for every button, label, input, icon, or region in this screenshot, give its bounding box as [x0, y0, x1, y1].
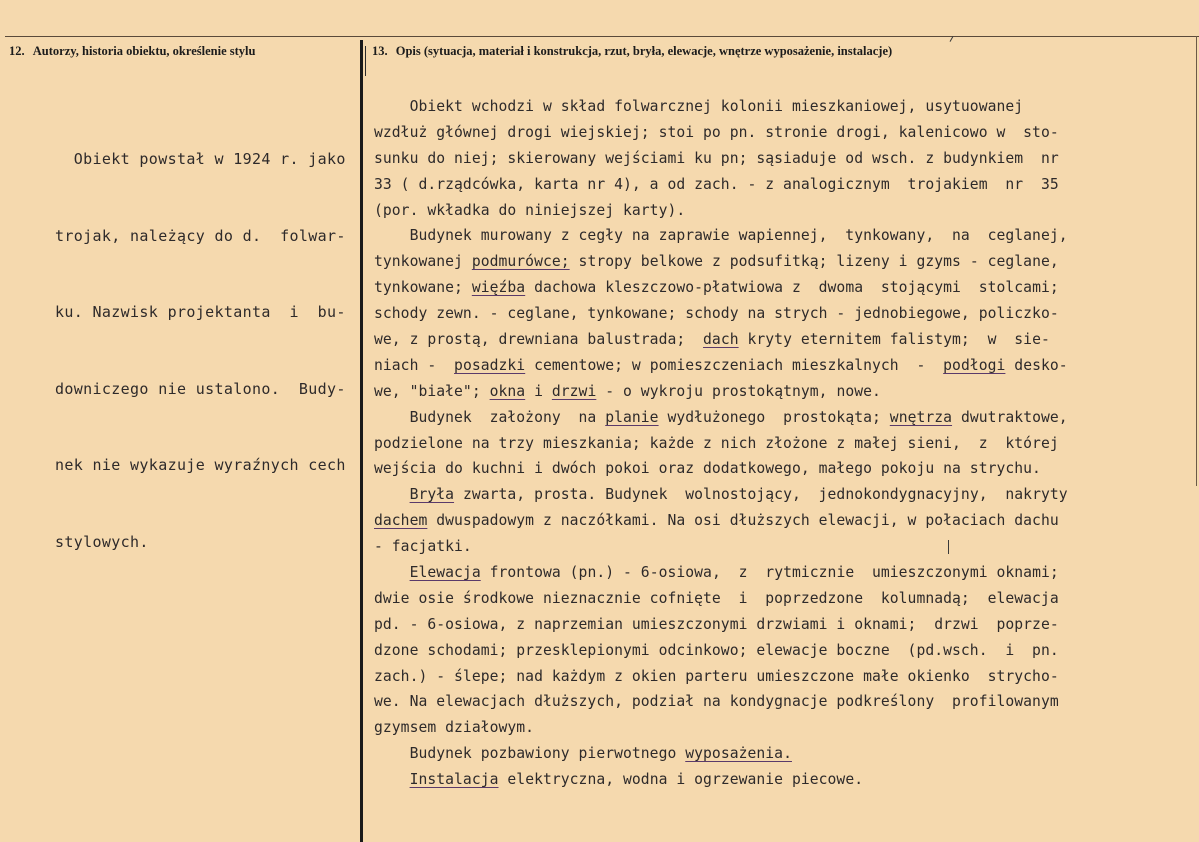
- section-12-line: ku. Nazwisk projektanta i bu-: [55, 303, 346, 321]
- underlined-term: dachem: [374, 512, 428, 530]
- section-13-line: [374, 275, 1068, 301]
- text-run: (por. wkładka do niniejszej karty).: [374, 201, 686, 219]
- text-run: Obiekt wchodzi w skład folwarcznej kolonii mieszkaniowej, usytuowanej: [374, 98, 1024, 115]
- text-run: dwuspadowym z naczółkami. Na osi dłuższych elewacji, w połaciach dachu: [427, 512, 1059, 530]
- text-run: gzymsem działowym.: [374, 719, 535, 737]
- text-run: podzielone na trzy mieszkania; każde z nich złożone z małej sieni, z której: [374, 434, 1059, 452]
- text-run: niach -: [374, 356, 455, 374]
- section-13-line: [374, 715, 1068, 741]
- text-run: 33 ( d.rządcówka, karta nr 4), a od zach. - z analogicznym trojakiem nr 35: [374, 175, 1059, 193]
- section-12-line: nek nie wykazuje wyraźnych cech: [55, 456, 346, 474]
- section-13-line: [374, 741, 1068, 767]
- underlined-term: wnętrza: [889, 408, 953, 426]
- pencil-tick: [950, 36, 954, 42]
- section-12-line: trojak, należący do d. folwar-: [55, 226, 346, 245]
- section-12-number: 12.: [9, 44, 25, 58]
- section-13-line: [374, 664, 1068, 690]
- section-13-line: [374, 198, 1068, 224]
- text-run: tynkowane;: [374, 279, 472, 297]
- section-13-line: [374, 560, 1068, 586]
- underlined-term: posadzki: [454, 356, 526, 374]
- section-13-line: [374, 146, 1068, 172]
- underlined-term: okna: [489, 382, 526, 400]
- section-13-line: [374, 612, 1068, 638]
- underlined-term: planie: [605, 408, 659, 426]
- top-rule: [5, 36, 1199, 37]
- text-run: dachowa kleszczowo-płatwiowa z dwoma stojącymi stolcami;: [525, 279, 1059, 297]
- underlined-term: Bryła: [409, 486, 455, 504]
- section-13-header: [372, 44, 892, 59]
- section-13-line: [374, 534, 1068, 560]
- section-12-line: Obiekt powstał w 1924 r. jako: [55, 150, 346, 168]
- text-run: stropy belkowe z podsufitką; lizeny i gzyms - ceglane,: [569, 253, 1059, 271]
- section-13-line: [374, 638, 1068, 664]
- text-run: zach.) - ślepe; nad każdym z okien parteru umieszczone małe okienko strycho-: [374, 667, 1059, 685]
- column-divider-tick: [365, 46, 366, 76]
- section-13-line: [374, 456, 1068, 482]
- text-run: frontowa (pn.) - 6-osiowa, z rytmicznie umieszczonymi oknami;: [480, 564, 1059, 582]
- text-run: Budynek pozbawiony pierwotnego: [374, 745, 686, 763]
- text-run: dwie osie środkowe nieznacznie cofnięte i poprzedzone kolumnadą; elewacja: [374, 589, 1059, 607]
- section-13-line: [374, 379, 1068, 405]
- section-12-line: stylowych.: [55, 532, 149, 551]
- text-run: wydłużonego prostokąta;: [658, 408, 890, 426]
- section-13-body: [374, 94, 1068, 793]
- section-13-line: [374, 120, 1068, 146]
- text-run: [374, 771, 410, 788]
- text-run: Budynek założony na: [374, 408, 606, 426]
- text-run: dzone schodami; przesklepionymi odcinkowo; elewacje boczne (pd.wsch. i pn.: [374, 641, 1059, 659]
- text-run: desko-: [1005, 356, 1068, 374]
- text-run: cementowe; w pomieszczeniach mieszkalnych -: [525, 356, 944, 374]
- section-13-title: Opis (sytuacja, materiał i konstrukcja, rzut, bryła, elewacje, wnętrze wyposażenie, instalacje): [395, 44, 893, 58]
- underlined-term: dach: [703, 331, 739, 349]
- section-13-number: 13.: [372, 44, 388, 58]
- text-run: we. Na elewacjach dłuższych, podział na kondygnacje podkreślony profilowanym: [374, 693, 1059, 711]
- text-run: pd. - 6-osiowa, z naprzemian umieszczonymi drzwiami i oknami; drzwi poprze-: [374, 615, 1059, 633]
- section-13-line: [374, 767, 1068, 793]
- underlined-term: drzwi: [551, 382, 597, 400]
- underlined-term: podłogi: [943, 356, 1006, 374]
- section-13-line: [374, 353, 1068, 379]
- text-run: we, "białe";: [374, 382, 490, 400]
- text-run: dwutraktowe,: [952, 408, 1068, 426]
- text-run: tynkowanej: [374, 253, 472, 271]
- text-run: zwarta, prosta. Budynek wolnostojący, jednokondygnacyjny, nakryty: [454, 486, 1068, 504]
- text-run: wzdłuż głównej drogi wiejskiej; stoi po pn. stronie drogi, kalenicowo w sto-: [374, 123, 1059, 141]
- section-13-line: [374, 689, 1068, 715]
- section-13-line: [374, 249, 1068, 275]
- text-run: [374, 486, 410, 503]
- section-13-line: [374, 172, 1068, 198]
- text-run: - facjatki.: [374, 538, 472, 556]
- section-12-title: Autorzy, historia obiektu, określenie stylu: [32, 44, 256, 58]
- section-13-line: [374, 508, 1068, 534]
- section-13-line: [374, 482, 1068, 508]
- text-run: we, z prostą, drewniana balustrada;: [374, 331, 704, 349]
- text-run: kryty eternitem falistym; w sie-: [738, 331, 1050, 349]
- text-run: Budynek murowany z cegły na zaprawie wapiennej, tynkowany, na ceglanej,: [374, 227, 1068, 245]
- section-12-header: [9, 44, 255, 59]
- underlined-term: więźba: [471, 279, 526, 297]
- right-edge-rule: [1196, 36, 1197, 486]
- underlined-term: wyposażenia.: [685, 745, 792, 763]
- text-run: schody zewn. - ceglane, tynkowane; schody na strych - jednobiegowe, policzko-: [374, 305, 1059, 323]
- column-divider: [360, 40, 363, 842]
- section-13-line: [374, 586, 1068, 612]
- text-run: sunku do niej; skierowany wejściami ku pn; sąsiaduje od wsch. z budynkiem nr: [374, 149, 1059, 167]
- text-run: i: [525, 382, 552, 400]
- section-13-line: [374, 327, 1068, 353]
- section-13-line: [374, 223, 1068, 249]
- underlined-term: Instalacja: [409, 771, 499, 789]
- underlined-term: Elewacja: [409, 564, 481, 582]
- pencil-mark: [948, 540, 949, 554]
- section-12-line: downiczego nie ustalono. Budy-: [55, 379, 346, 398]
- section-13-line: [374, 405, 1068, 431]
- section-13-line: [374, 94, 1068, 120]
- text-run: [374, 564, 410, 581]
- section-13-line: [374, 431, 1068, 457]
- section-12-body: [55, 96, 346, 606]
- text-run: - o wykroju prostokątnym, nowe.: [596, 382, 881, 400]
- underlined-term: podmurówce;: [471, 253, 570, 271]
- text-run: elektryczna, wodna i ogrzewanie piecowe.: [498, 771, 864, 789]
- section-13-line: [374, 301, 1068, 327]
- text-run: wejścia do kuchni i dwóch pokoi oraz dodatkowego, małego pokoju na strychu.: [374, 460, 1041, 478]
